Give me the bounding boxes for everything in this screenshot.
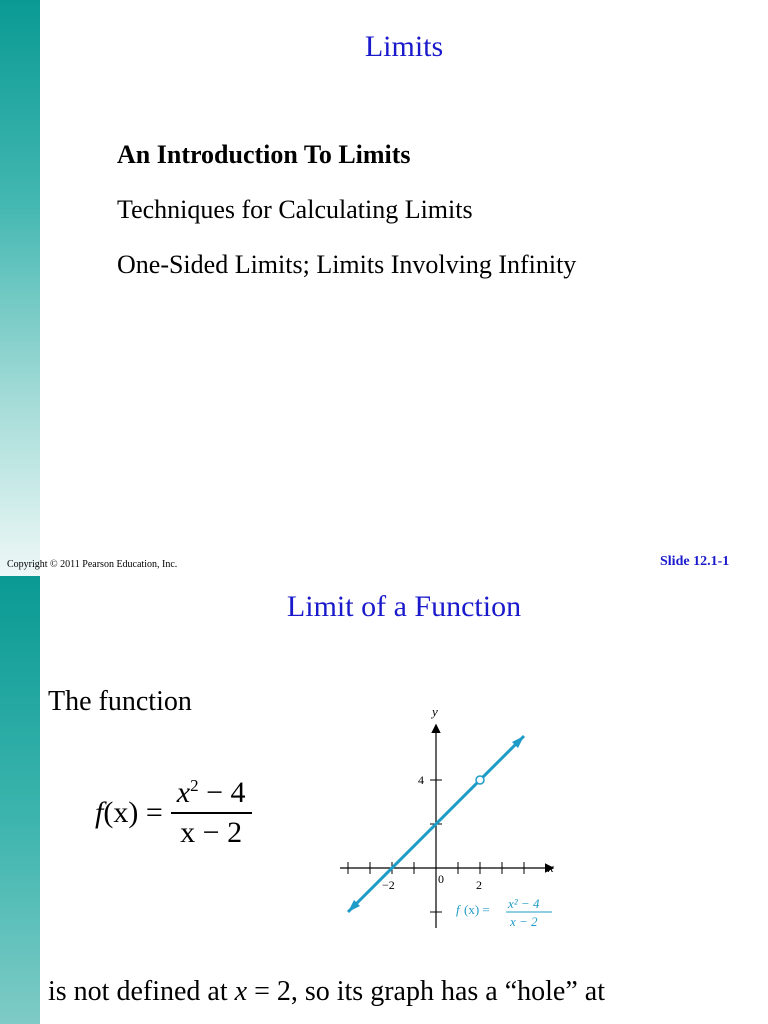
formula-denominator: x − 2 [180, 816, 243, 849]
slide-title: Limits [364, 30, 444, 63]
tick-label-x-neg2: −2 [382, 878, 395, 892]
graph-hole [476, 776, 484, 784]
topic-item: Techniques for Calculating Limits [117, 195, 473, 224]
graph-legend [456, 896, 552, 929]
tick-label-x-2: 2 [476, 878, 482, 892]
statement-text: is not defined at x = 2, so its graph has a “hole” at [48, 976, 605, 1007]
slide-limit-of-a-function [0, 576, 768, 1024]
formula-f: f [95, 796, 104, 829]
intro-text: The function [48, 686, 192, 717]
graph-svg [330, 696, 570, 936]
formula-fraction [171, 776, 252, 850]
formula-lhs: (x) = [103, 796, 163, 829]
slide-side-bar [0, 576, 40, 1024]
tick-label-origin: 0 [438, 872, 444, 886]
topic-item: One-Sided Limits; Limits Involving Infinity [117, 250, 577, 279]
x-axis-label: x [548, 860, 554, 875]
slide-side-bar [0, 0, 40, 576]
topic-item: An Introduction To Limits [117, 140, 411, 169]
y-axis-label: y [432, 704, 438, 719]
legend-lhs: (x) = [464, 902, 490, 917]
tick-label-y-4: 4 [418, 773, 424, 787]
legend-denominator: x − 2 [510, 914, 538, 929]
function-formula [95, 776, 252, 850]
function-graph [330, 696, 570, 936]
formula-numerator: $x^2 - 4$ [171, 776, 252, 814]
slide-title: Limit of a Function [286, 590, 522, 623]
slide-number: Slide 12.1-1 [660, 554, 730, 569]
legend-f: f [456, 902, 460, 917]
legend-numerator: x² − 4 [508, 896, 540, 911]
copyright-notice: Copyright © 2011 Pearson Education, Inc. [7, 559, 178, 570]
